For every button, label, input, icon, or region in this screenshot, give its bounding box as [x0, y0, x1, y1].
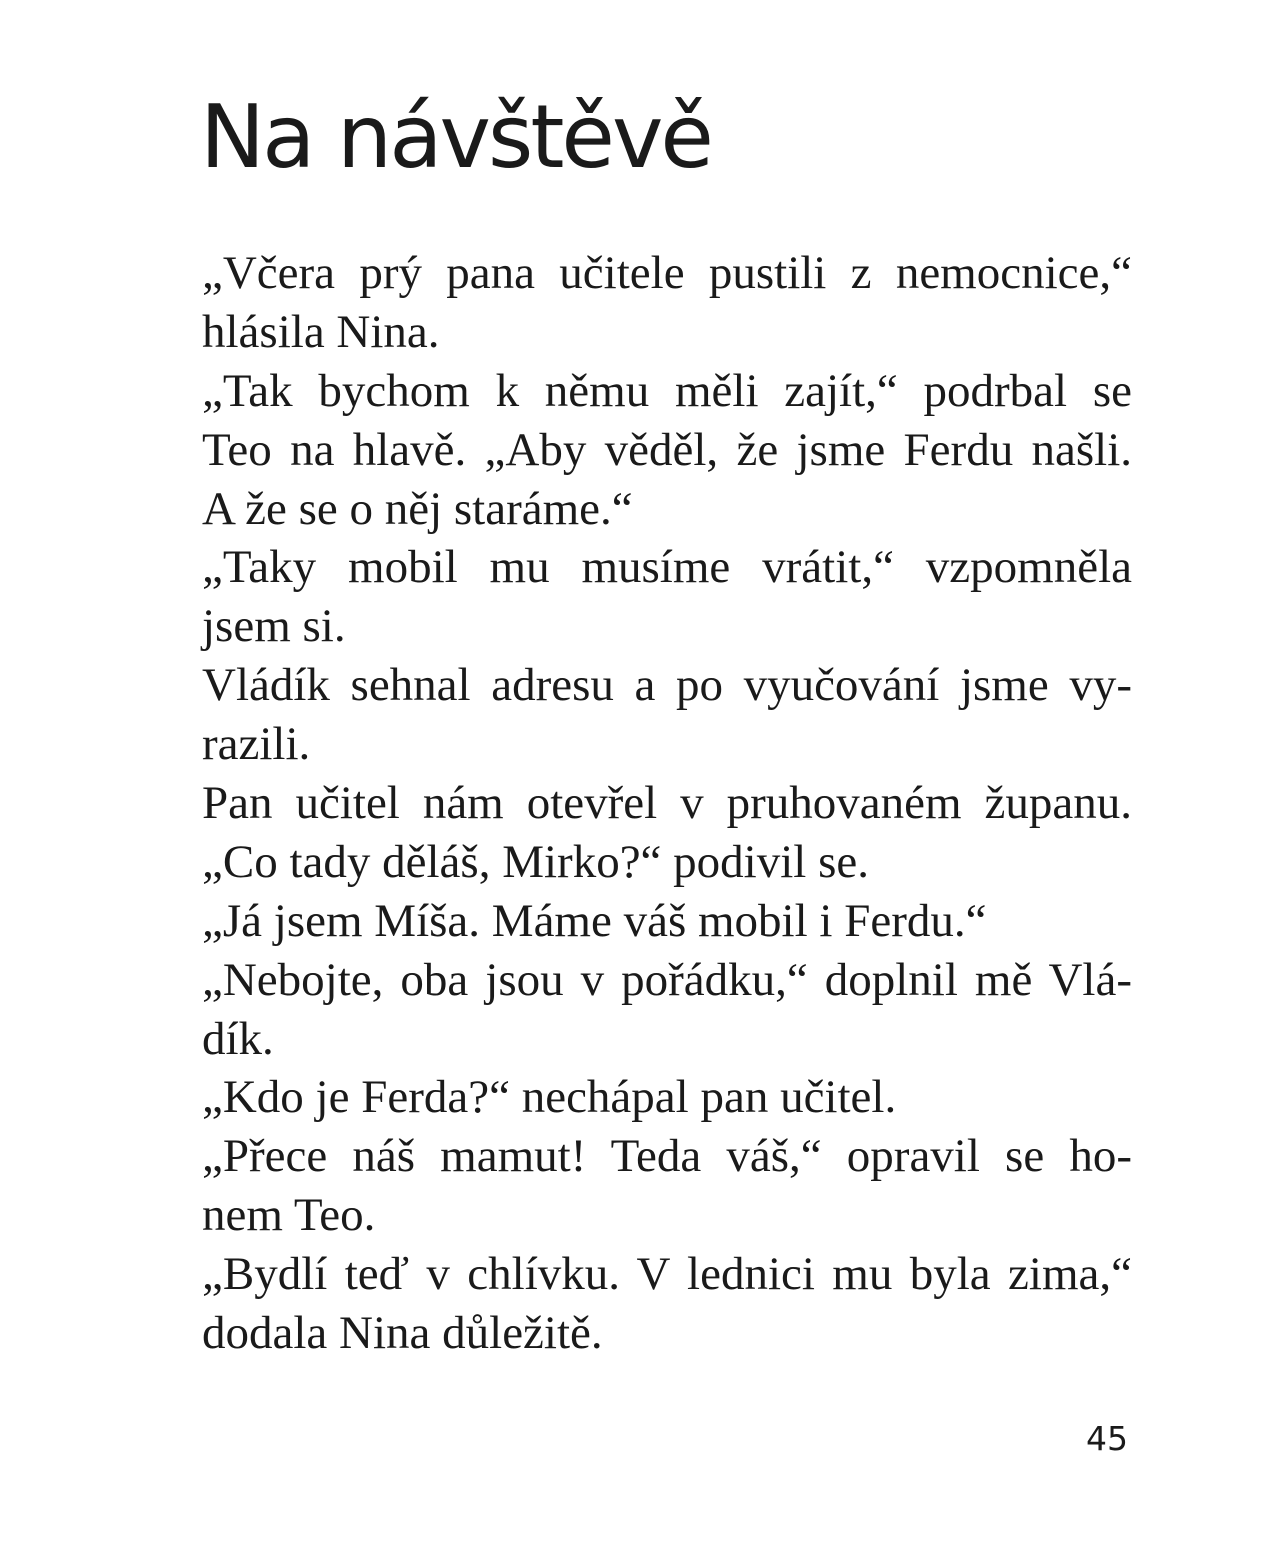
- text-line: dodala Nina důležitě.: [202, 1307, 603, 1360]
- text-line: A že se o něj staráme.“: [202, 482, 633, 535]
- text-line: Pan učitel nám otevřel v pruhovaném županu.: [202, 777, 1132, 830]
- text-line: razili.: [202, 718, 311, 771]
- text-line: „Co tady děláš, Mirko?“ podivil se.: [202, 835, 869, 888]
- text-line: „Tak bychom k němu měli zajít,“ podrbal se: [202, 364, 1132, 417]
- text-line: „Taky mobil mu musíme vrátit,“ vzpomněla: [202, 541, 1132, 594]
- text-line: „Přece náš mamut! Teda váš,“ opravil se ho-: [202, 1130, 1132, 1183]
- text-line: Teo na hlavě. „Aby věděl, že jsme Ferdu našli.: [202, 423, 1132, 476]
- text-line: „Nebojte, oba jsou v pořádku,“ doplnil mě Vlá-: [202, 953, 1132, 1006]
- page-number: 45: [1086, 1419, 1128, 1458]
- text-line: nem Teo.: [202, 1189, 376, 1242]
- chapter-title: Na návštěvě: [200, 86, 711, 188]
- text-line: dík.: [202, 1012, 274, 1065]
- text-line: hlásila Nina.: [202, 305, 440, 358]
- text-line: Vládík sehnal adresu a po vyučování jsme vy-: [202, 659, 1132, 712]
- text-line: „Včera prý pana učitele pustili z nemocnice,“: [202, 247, 1132, 299]
- text-line: „Bydlí teď v chlívku. V lednici mu byla zima,“: [202, 1248, 1132, 1301]
- text-line: „Kdo je Ferda?“ nechápal pan učitel.: [202, 1071, 897, 1124]
- text-line: „Já jsem Míša. Máme váš mobil i Ferdu.“: [202, 894, 987, 947]
- text-line: jsem si.: [202, 600, 346, 653]
- body-text: [202, 244, 1132, 1363]
